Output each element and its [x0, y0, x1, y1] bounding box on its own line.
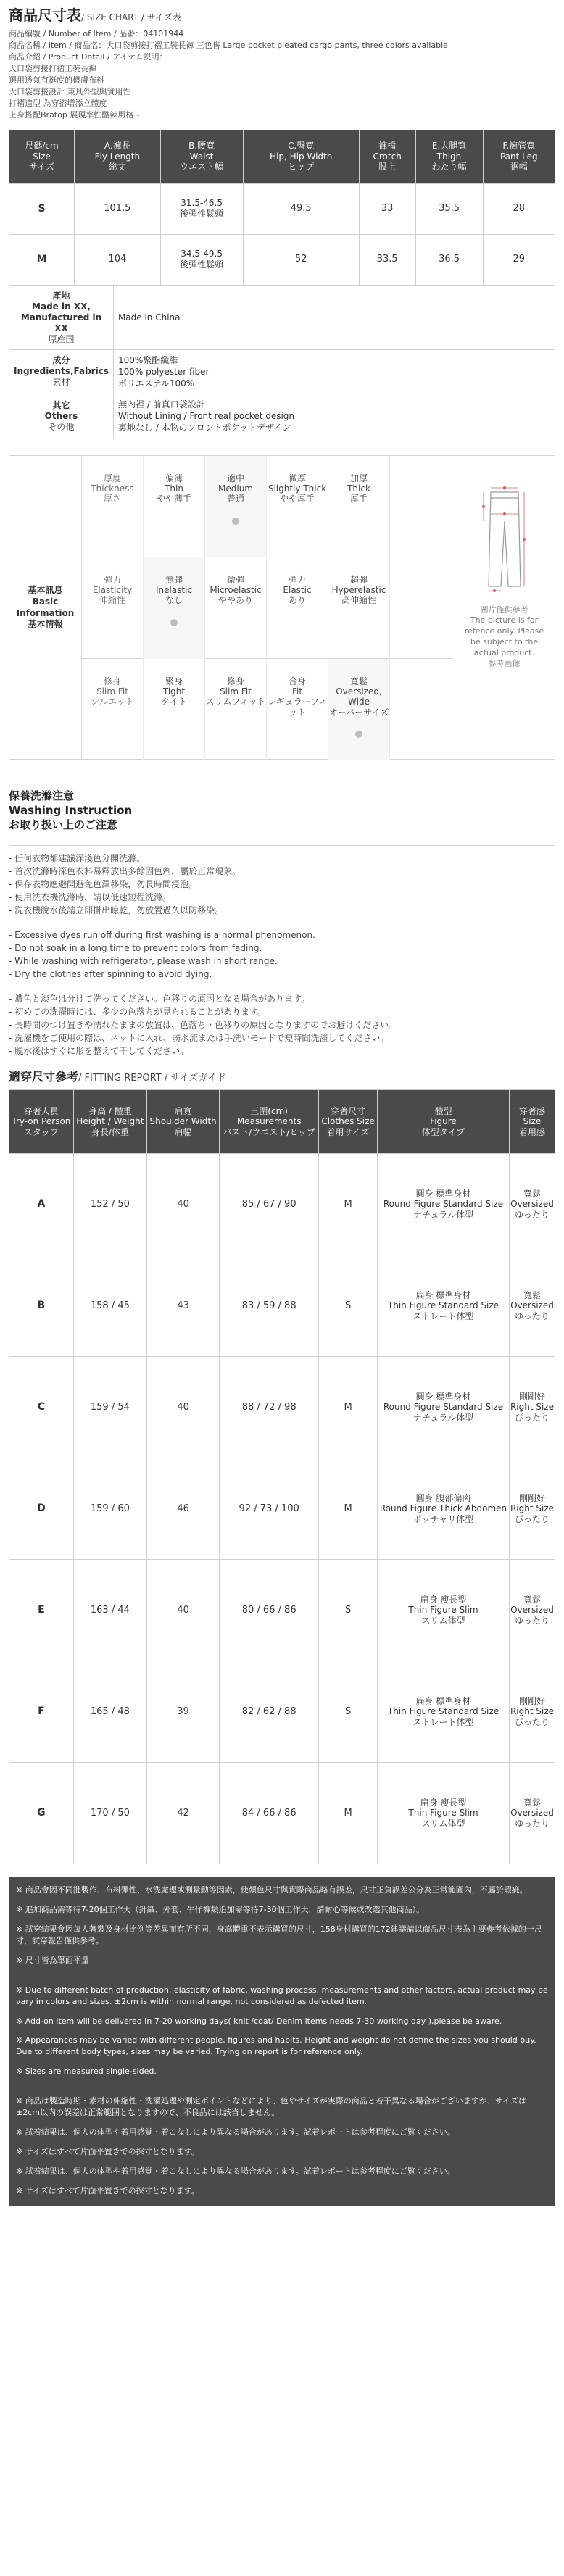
- size-column-header: 尺碼/cm Size サイズ: [9, 130, 75, 183]
- fitting-header-row: [9, 1089, 555, 1153]
- washing-instructions: [9, 845, 555, 1058]
- fitting-cell-feel: 剛剛好 Right Size ぴったり: [509, 1458, 555, 1559]
- note-line: ※ Add-on item will be delivered in 7-20 working days( knit /coat/ Denim items needs 7-30 working day ),please be aware.: [16, 2016, 502, 2026]
- basic-option-elasticity: [144, 557, 205, 659]
- washing-line: - Do not soak in a long time to prevent colors from fading.: [9, 943, 262, 954]
- fitting-column-header: 穿著尺寸 Clothes Size 着用サイズ: [319, 1089, 378, 1153]
- size-cell-thigh: 36.5: [415, 234, 483, 285]
- material-label-en: Others: [44, 410, 78, 421]
- basic-row-fit: [82, 659, 452, 760]
- size-cell-hip: 49.5: [243, 183, 359, 234]
- reference-box: [452, 456, 556, 760]
- size-column-header: 褲檔 Crotch 股上: [359, 130, 415, 183]
- fitting-column-header: 體型 Figure 体型タイプ: [378, 1089, 510, 1153]
- fitting-cell-name: E: [9, 1559, 74, 1661]
- basic-option-label: 加厚 Thick 厚手: [347, 473, 370, 504]
- basic-option-elasticity: [205, 557, 267, 659]
- pants-diagram-icon: [481, 485, 528, 594]
- fitting-cell-feel: 剛剛好 Right Size ぴったり: [509, 1356, 555, 1458]
- fitting-cell-size: S: [319, 1559, 378, 1661]
- basic-option-thickness: [267, 456, 328, 557]
- info-line: 商品介紹 / Product Detail / アイテム説明：: [9, 51, 167, 62]
- material-value: 100%聚酯纖維 100% polyester fiber ポリエステル100%: [113, 349, 555, 394]
- fitting-cell-hw: 158 / 45: [73, 1255, 146, 1356]
- table-row: [9, 1661, 555, 1762]
- material-label-zh: 其它: [52, 399, 70, 410]
- fitting-column-header: 穿著感 Size 着用感: [509, 1089, 555, 1153]
- materials-table: [9, 286, 555, 439]
- washing-title: 保養洗滌注意 Washing Instruction お取り扱い上のご注意: [9, 789, 133, 832]
- washing-line: - Excessive dyes run off during first washing is a normal phenomenon.: [9, 930, 315, 941]
- fitting-column-header: 穿著人員 Try-on Person スタッフ: [9, 1089, 74, 1153]
- note-line: ※ サイズはすべて片面平置きでの採寸となります。: [16, 2185, 199, 2195]
- material-label: [9, 286, 114, 349]
- fitting-cell-figure: 圓身 標準身材 Round Figure Standard Size ナチュラル体型: [378, 1153, 510, 1255]
- info-line: 選用透氣有挺度的機膚布料: [9, 75, 104, 85]
- fitting-cell-figure: 圓身 腹部偏肉 Round Figure Thick Abdomen ポッチャリ体型: [378, 1458, 510, 1559]
- info-line: 商品名稱 / Item / 商品名：大口袋剪接打褶工裝長褲 三色售 Large pocket pleated cargo pants, three colors available: [9, 40, 448, 50]
- washing-line: - 長時間のつけ置きや濡れたままの放置は、色落ち・色移りの原因となりますのでお避けください。: [9, 1020, 398, 1031]
- table-row: [9, 1458, 555, 1559]
- size-column-header: A.褲長 Fly Length 総丈: [75, 130, 161, 183]
- material-row: [9, 349, 555, 394]
- basic-option-label: 超彈 Hyperelastic 高伸縮性: [331, 574, 386, 606]
- fitting-cell-meas: 88 / 72 / 98: [220, 1356, 319, 1458]
- basic-option-thickness: [328, 456, 390, 557]
- table-row: [9, 234, 555, 285]
- info-line: 商品編號 / Number of Item / 品番：04101944: [9, 29, 184, 38]
- material-label-zh: 成分: [52, 355, 70, 366]
- basic-row-thickness: [82, 456, 452, 557]
- fitting-cell-size: S: [319, 1661, 378, 1762]
- note-line: ※ 試穿結果會因每人著裝及身材比例等差異而有所不同，身高體重不表示購買的尺寸，158身材購買的172建議請以商品尺寸表為主要參考依據的一尺寸，試穿報告僅供參考。: [16, 1924, 542, 1945]
- washing-zh: [9, 852, 555, 917]
- size-cell-length: 101.5: [75, 183, 161, 234]
- size-column-header: E.大腿寬 Thigh わたり幅: [415, 130, 483, 183]
- info-line: 大口袋剪接打褶工裝長褲: [9, 63, 96, 73]
- washing-line: - 洗濯機をご使用の際は、ネットに入れ、弱水流または手洗いモードで短時間洗濯してください。: [9, 1033, 389, 1044]
- fitting-cell-hw: 159 / 54: [73, 1356, 146, 1458]
- selected-dot-icon: [232, 518, 239, 525]
- basic-option-elasticity: [328, 557, 390, 659]
- fitting-cell-hw: 170 / 50: [73, 1762, 146, 1864]
- table-row: [9, 1153, 555, 1255]
- fitting-cell-size: M: [319, 1153, 378, 1255]
- size-cell-leg: 28: [483, 183, 555, 234]
- fitting-column-header: 三圍(cm) Measurements バスト/ウエスト/ヒップ: [220, 1089, 319, 1153]
- fitting-cell-shoulder: 43: [147, 1255, 220, 1356]
- fitting-cell-shoulder: 40: [147, 1559, 220, 1661]
- fitting-cell-name: B: [9, 1255, 74, 1356]
- washing-line: - Dry the clothes after spinning to avoid dying.: [9, 969, 212, 980]
- fitting-cell-name: F: [9, 1661, 74, 1762]
- fitting-column-header: 肩寬 Shoulder Width 肩幅: [147, 1089, 220, 1153]
- material-value: 無內裡 / 前真口袋設計 Without Lining / Front real pocket design 裏地なし / 本物のフロントポケットデザイン: [113, 394, 555, 439]
- basic-option-fit: [267, 659, 328, 760]
- material-label: [9, 349, 114, 394]
- size-chart-body: [9, 183, 555, 285]
- note-line: ※ Due to different batch of production, elasticity of fabric, washing process, measurements and other factors, actual product may be vary in colors and sizes. ±2cm is within normal range, not considered as defected item.: [16, 1985, 548, 2006]
- fitting-cell-meas: 80 / 66 / 86: [220, 1559, 319, 1661]
- washing-line: - 保存衣物應避開避免色澤移染，勿長時間浸泡。: [9, 879, 198, 890]
- fitting-cell-shoulder: 40: [147, 1153, 220, 1255]
- info-line: 大口袋剪接設計 兼具外型與實用性: [9, 86, 131, 96]
- size-cell-waist: 34.5-49.5 後彈性鬆頭: [160, 234, 243, 285]
- size-chart-title: 商品尺寸表: [9, 7, 81, 24]
- fitting-cell-size: M: [319, 1762, 378, 1864]
- size-cell-crotch: 33.5: [359, 234, 415, 285]
- basic-info-panel: [9, 455, 555, 760]
- washing-line: - 濃色と淡色は分けて洗ってください。色移りの原因となる場合があります。: [9, 994, 310, 1005]
- basic-head-elasticity: 彈力 Elasticity 伸縮性: [82, 557, 144, 659]
- washing-en: [9, 928, 555, 981]
- fitting-cell-feel: 剛剛好 Right Size ぴったり: [509, 1661, 555, 1762]
- basic-option-label: 微彈 Microelastic ややあり: [210, 574, 262, 606]
- fitting-cell-size: M: [319, 1458, 378, 1559]
- fitting-body: [9, 1153, 555, 1864]
- basic-option-label: 寬鬆 Oversized, Wide オーバーサイズ: [328, 676, 389, 718]
- size-cell-waist: 31.5-46.5 後彈性鬆頭: [160, 183, 243, 234]
- note-line: ※ サイズはすべて片面平置きでの採寸となります。: [16, 2147, 199, 2157]
- size-chart-header-row: [9, 130, 555, 183]
- fitting-cell-feel: 寬鬆 Oversized ゆったり: [509, 1153, 555, 1255]
- note-line: ※ Sizes are measured single-sided.: [16, 2066, 157, 2077]
- material-label: [9, 394, 114, 439]
- basic-option-label: 偏薄 Thin やや薄手: [156, 473, 191, 504]
- selected-dot-icon: [355, 731, 362, 738]
- basic-option-label: 微厚 Slightly Thick やや厚手: [268, 473, 327, 504]
- notes-separator: [16, 2085, 548, 2095]
- washing-line: - While washing with refrigerator, please wash in short range.: [9, 956, 278, 967]
- washing-line: - 初めての洗濯時には、多少の色落ちが見られることがあります。: [9, 1007, 267, 1018]
- size-cell-crotch: 33: [359, 183, 415, 234]
- note-line: ※ 尺寸皆為單面平量: [16, 1955, 89, 1965]
- fitting-cell-shoulder: 46: [147, 1458, 220, 1559]
- fitting-cell-hw: 152 / 50: [73, 1153, 146, 1255]
- fitting-cell-feel: 寬鬆 Oversized ゆったり: [509, 1762, 555, 1864]
- basic-info-label: 基本訊息 Basic Information 基本情報: [9, 456, 82, 760]
- note-line: ※ Appearances may be varied with different people, figures and habits. Height and weight do not define the sizes you should buy. Due to different body types, sizes may be varied. Trying on report is for reference only.: [16, 2035, 536, 2057]
- size-cell-hip: 52: [243, 234, 359, 285]
- basic-option-label: 緊身 Tight タイト: [161, 676, 187, 707]
- info-line: 打褶造型 為穿搭增添立體度: [9, 98, 107, 108]
- size-cell-size: M: [9, 234, 75, 285]
- fitting-cell-name: C: [9, 1356, 74, 1458]
- material-label-zh: 產地: [52, 290, 70, 301]
- fitting-cell-name: A: [9, 1153, 74, 1255]
- fitting-cell-hw: 163 / 44: [73, 1559, 146, 1661]
- table-row: [9, 1255, 555, 1356]
- note-line: ※ 試着結果は、個人の体型や着用感覚・着こなしにより異なる場合があります。試着レポートは参考程度にご覧ください。: [16, 2127, 455, 2137]
- fitting-cell-name: G: [9, 1762, 74, 1864]
- fitting-cell-figure: 扁身 瘦長型 Thin Figure Slim スリム体型: [378, 1559, 510, 1661]
- material-label-jp: 素材: [52, 377, 70, 388]
- size-column-header: C.臀寬 Hip, Hip Width ヒップ: [243, 130, 359, 183]
- fitting-cell-figure: 扁身 瘦長型 Thin Figure Slim スリム体型: [378, 1762, 510, 1864]
- size-column-header: F.褲管寬 Pant Leg 裾幅: [483, 130, 555, 183]
- fitting-cell-figure: 圓身 標準身材 Round Figure Standard Size ナチュラル体型: [378, 1356, 510, 1458]
- fitting-cell-meas: 84 / 66 / 86: [220, 1762, 319, 1864]
- size-cell-leg: 29: [483, 234, 555, 285]
- washing-line: - 首次洗滌時深色衣料易釋放出多餘固色劑，屬於正常現象。: [9, 866, 241, 877]
- size-cell-thigh: 35.5: [415, 183, 483, 234]
- basic-option-label: 無彈 Inelastic なし: [155, 574, 193, 606]
- size-cell-size: S: [9, 183, 75, 234]
- fitting-cell-hw: 159 / 60: [73, 1458, 146, 1559]
- size-cell-length: 104: [75, 234, 161, 285]
- washing-jp: [9, 992, 555, 1058]
- note-line: ※ 試着結果は、個人の体型や着用感覚・着こなしにより異なる場合があります。試着レポートは参考程度にご覧ください。: [16, 2166, 455, 2177]
- reference-note: 圖片僅供參考 The picture is for refence only. Please be subject to the actual product. 参考画像: [464, 604, 544, 668]
- product-info: [0, 27, 564, 125]
- fitting-cell-meas: 85 / 67 / 90: [220, 1153, 319, 1255]
- size-chart-table: [9, 130, 555, 286]
- washing-line: - 洗衣機脫水後請立即掛出晾乾，勿放置過久以防移染。: [9, 905, 224, 916]
- material-label-jp: 原産国: [48, 333, 75, 344]
- material-label-jp: その他: [48, 421, 75, 432]
- size-chart-heading: [0, 0, 564, 27]
- info-line: 上身搭配Bratop 展現率性酷辣風格~: [9, 109, 141, 120]
- fitting-column-header: 身高 / 體重 Height / Weight 身長/体重: [73, 1089, 146, 1153]
- table-row: [9, 183, 555, 234]
- fitting-cell-hw: 165 / 48: [73, 1661, 146, 1762]
- size-chart-subtitle: / SIZE CHART / サイズ表: [81, 12, 181, 22]
- washing-line: - 使用洗衣機洗滌時，請以低速短程洗滌。: [9, 892, 172, 903]
- selected-dot-icon: [170, 619, 178, 626]
- basic-option-elasticity: [267, 557, 328, 659]
- basic-option-label: 修身 Slim Fit スリムフィット: [205, 676, 266, 707]
- fitting-cell-shoulder: 40: [147, 1356, 220, 1458]
- fitting-subtitle: / FITTING REPORT / サイズガイド: [78, 1073, 226, 1084]
- fitting-table: [9, 1089, 555, 1864]
- fitting-title: 適穿尺寸參考: [9, 1070, 79, 1084]
- washing-line: - 脱水後はすぐに形を整えて干してください。: [9, 1046, 189, 1057]
- note-line: ※ 商品會因不同批製作、布料彈性、水洗處理或測量動等因素，使顏色尺寸與實際商品略有誤差，尺寸正負誤差公分為正常範圍內，不屬於瑕疵。: [16, 1885, 528, 1895]
- basic-option-label: 適中 Medium 普通: [218, 473, 253, 504]
- fitting-cell-shoulder: 39: [147, 1661, 220, 1762]
- fitting-cell-meas: 92 / 73 / 100: [220, 1458, 319, 1559]
- notes-panel: [9, 1877, 555, 2206]
- table-row: [9, 1762, 555, 1864]
- fitting-cell-meas: 82 / 62 / 88: [220, 1661, 319, 1762]
- material-row: [9, 394, 555, 439]
- fitting-heading: [9, 1069, 555, 1085]
- basic-option-fit: [205, 659, 267, 760]
- fitting-cell-shoulder: 42: [147, 1762, 220, 1864]
- fitting-cell-feel: 寬鬆 Oversized ゆったり: [509, 1559, 555, 1661]
- material-label-en: Made in XX, Manufactured in XX: [20, 301, 102, 333]
- table-row: [9, 1356, 555, 1458]
- washing-line: - 任何衣物都建議深淺色分開洗滌。: [9, 853, 146, 864]
- basic-head-thickness: 厚度 Thickness 厚さ: [82, 456, 144, 557]
- basic-option-label: 彈力 Elastic あり: [283, 574, 312, 606]
- fitting-cell-feel: 寬鬆 Oversized ゆったり: [509, 1255, 555, 1356]
- basic-option-fit: [144, 659, 205, 760]
- fitting-cell-figure: 扁身 標準身材 Thin Figure Standard Size ストレート体型: [378, 1661, 510, 1762]
- fitting-cell-figure: 扁身 標準身材 Thin Figure Standard Size ストレート体型: [378, 1255, 510, 1356]
- fitting-cell-name: D: [9, 1458, 74, 1559]
- material-row: [9, 286, 555, 349]
- basic-option-thickness: [205, 456, 267, 557]
- basic-option-label: 合身 Fit レギュラーフィット: [267, 676, 328, 718]
- basic-row-elasticity: [82, 557, 452, 659]
- basic-option-fit: [328, 659, 390, 760]
- size-column-header: B.腰寬 Waist ウエスト幅: [160, 130, 243, 183]
- table-row: [9, 1559, 555, 1661]
- fitting-cell-size: M: [319, 1356, 378, 1458]
- material-label-en: Ingredients,Fabrics: [14, 366, 109, 377]
- notes-separator: [16, 1974, 548, 1985]
- fitting-cell-meas: 83 / 59 / 88: [220, 1255, 319, 1356]
- fitting-cell-size: S: [319, 1255, 378, 1356]
- basic-info-grid: [82, 456, 452, 760]
- basic-head-fit: 修身 Slim Fit シルエット: [82, 659, 144, 760]
- note-line: ※ 追加商品需等待7-20個工作天（針織、外套、牛仔褲類追加需等待7-30個工作天，請耐心等候或改選其他商品）。: [16, 1904, 425, 1914]
- note-line: ※ 商品は製造時期・素材の伸縮性・洗濯処理や測定ポイントなどにより、色やサイズが実際の商品と若干異なる場合がございますが、サイズは±2cm以内の誤差は正常範囲となりますので、不良品には該当しません。: [16, 2096, 526, 2118]
- material-value: Made in China: [113, 286, 555, 349]
- basic-option-thickness: [144, 456, 205, 557]
